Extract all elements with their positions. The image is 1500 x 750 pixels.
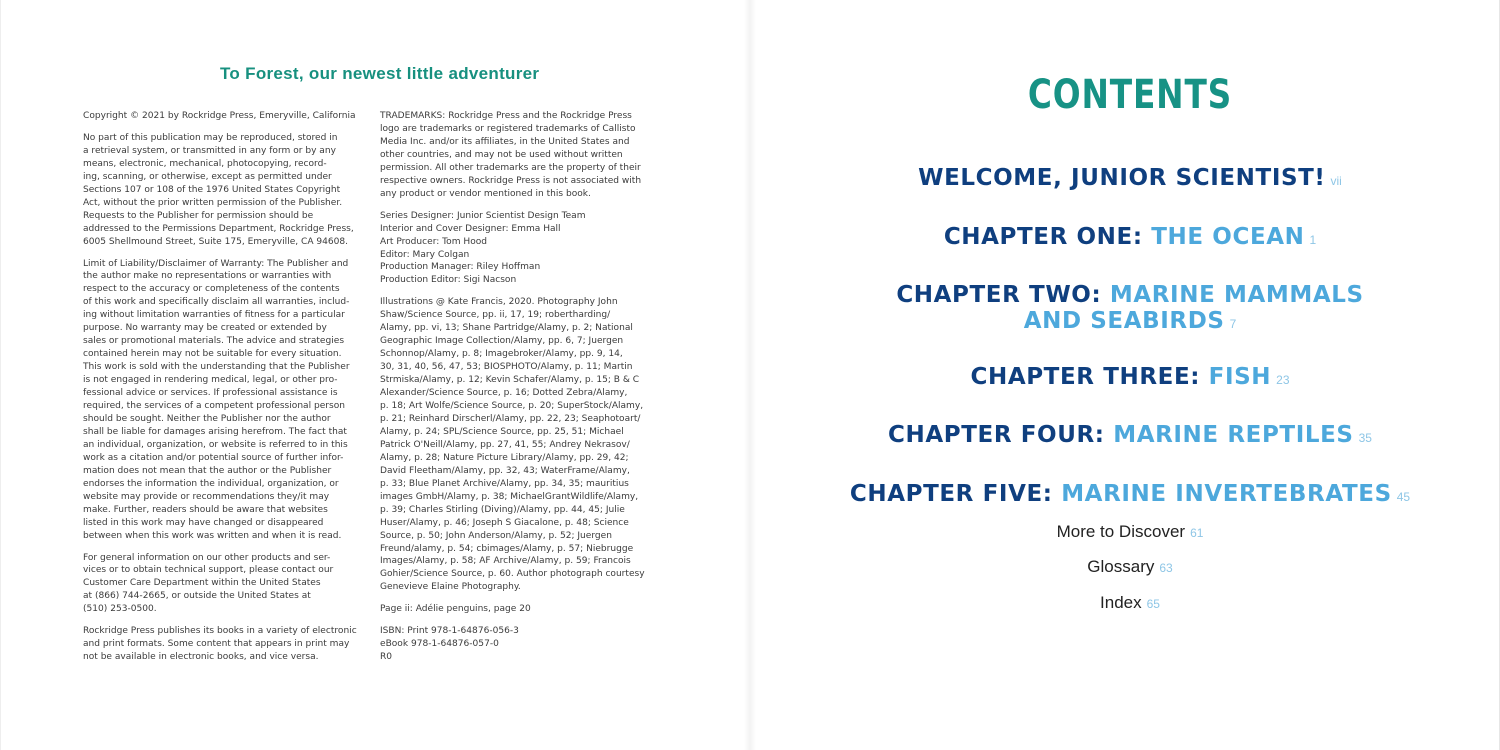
photo-credits: Illustrations @ Kate Francis, 2020. Photography John Shaw/Science Source, pp. ii, 17, 19; robertharding/ Alamy, pp. vi, 13; Shane Partridge/Alamy, p. 2; National Geographic Image Collection/Alamy, pp. 6, 7; Juergen Schonnop/Alamy, p. 8; Imagebroker/Alamy, pp. 9, 14, 30, 31, 40, 56, 47, 53; BIOSPHOTO/Alamy, p. 11; Martin Strmiska/Alamy, p. 12; Kevin Schafer/Alamy, p. 15; B & C Alexander/Science Source, p. 16; Dotted Zebra/Alamy, p. 18; Art Wolfe/Science Source, p. 20; SuperStock/Alamy, p. 21; Reinhard Dirscherl/Alamy, pp. 22, 23; Seaphotoart/ Alamy, p. 24; SPL/Science Source, pp. 25, 51; Michael Patrick O'Neill/Alamy, pp. 27, 41, 55; Andrey Nekrasov/ Alamy, p. 28; Nature Picture Library/Alamy, pp. 29, 42; David Fleetham/Alamy, pp. 32, 43; WaterFrame/Alamy, p. 33; Blue Planet Archive/Alamy, pp. 34, 35; mauritius images GmbH/Alamy, p. 38; MichaelGrantWildlife/Alamy, p. 39; Charles Stirling (Diving)/Alamy, pp. 44, 45; Julie Huser/Alamy, p. 46; Joseph S Giacalone, p. 48; Science Source, p. 50; John Anderson/Alamy, p. 52; Juergen Freund/alamy, p. 54; cbimages/Alamy, p. 57; Niebrugge Images/Alamy, p. 58; AF Archive/Alamy, p. 59; Francois Gohier/Science Source, p. 60. Author photograph courtesy Genevieve Elaine Photography. (380, 297, 645, 593)
toc-page-number: 35 (1358, 431, 1372, 445)
contents-title: CONTENTS (1027, 72, 1233, 118)
toc-page-number: 23 (1276, 373, 1290, 387)
liability-disclaimer: Limit of Liability/Disclaimer of Warranty: The Publisher and the author make no representations or warranties with respect to the accuracy or completeness of the contents of this work and specifically disclaim all warranties, includ- ing without limitation warranties of fitness for a particular purpose. No warranty may be created or extended by sales or promotional materials. The advice and strategies contained herein may not be suitable for every situation. This work is sold with the understanding that the Publisher is not engaged in rendering medical, legal, or other pro- fessional advice or services. If professional assistance is required, the services of a competent professional person should be sought. Neither the Publisher nor the author shall be liable for damages arising herefrom. The fact that an individual, organization, or website is referred to in this work as a citation and/or potential source of further infor- mation does not mean that the author or the Publisher endorses the information the individual, organization, or website may provide or recommendations they/it may make. Further, readers should be aware that websites listed in this work may have changed or disappeared between when this work was written and when it is read. (83, 258, 350, 541)
toc-entry-welcome[interactable] (780, 165, 1480, 194)
toc-entry-chapter-two[interactable] (780, 282, 1480, 337)
toc-entry-title: FISH (1208, 364, 1272, 390)
toc-entry-label: WELCOME, JUNIOR SCIENTIST! (918, 165, 1326, 191)
toc-entry-label: CHAPTER FOUR: (888, 422, 1105, 448)
isbn-block: ISBN: Print 978-1-64876-056-3 eBook 978-1-64876-057-0 R0 (380, 626, 519, 663)
toc-page-number: vii (1330, 174, 1342, 188)
customer-care-info: For general information on our other products and ser- vices or to obtain technical support, please contact our Customer Care Department within the United States at (866) 744-2665, or outside the United States at (510) 253-0500. (83, 552, 334, 615)
book-gutter (744, 0, 756, 750)
toc-entry-label: More to Discover (1056, 522, 1186, 541)
formats-notice: Rockridge Press publishes its books in a variety of electronic and print formats. Some content that appears in print may not be available in electronic books, and vice versa. (83, 626, 357, 663)
copyright-line: Copyright © 2021 by Rockridge Press, Emeryville, California (83, 111, 356, 121)
toc-entry-index[interactable] (780, 593, 1480, 613)
toc-entry-chapter-one[interactable] (780, 224, 1480, 253)
toc-entry-label: CHAPTER THREE: (970, 364, 1201, 390)
toc-entry-title-continued: AND SEABIRDS (1023, 308, 1225, 334)
toc-entry-title: THE OCEAN (1151, 224, 1305, 250)
toc-entry-label: CHAPTER ONE: (943, 224, 1143, 250)
toc-entry-title: MARINE REPTILES (1113, 422, 1354, 448)
toc-page-number: 7 (1229, 317, 1237, 331)
toc-entry-label: Glossary (1087, 557, 1155, 576)
toc-entry-chapter-three[interactable] (780, 364, 1480, 393)
reproduction-notice: No part of this publication may be reproduced, stored in a retrieval system, or transmitted in any form or by any means, electronic, mechanical, photocopying, record- ing, scanning, or otherwise, except as permitted under Sections 107 or 108 of the 1976 United States Copyright Act, without the prior written permission of the Publisher. Requests to the Publisher for permission should be addressed to the Permissions Department, Rockridge Press, 6005 Shellmound Street, Suite 175, Emeryville, CA 94608. (83, 132, 354, 247)
toc-entry-label: CHAPTER FIVE: (849, 481, 1053, 507)
frontispiece-caption: Page ii: Adélie penguins, page 20 (380, 604, 531, 615)
toc-entry-label: Index (1100, 593, 1142, 612)
page-edge-left (0, 0, 1, 750)
toc-page-number: 63 (1159, 561, 1173, 575)
toc-entry-glossary[interactable] (780, 557, 1480, 577)
toc-page-number: 61 (1190, 526, 1204, 540)
design-credits: Series Designer: Junior Scientist Design Team Interior and Cover Designer: Emma Hall Art Producer: Tom Hood Editor: Mary Colgan Production Manager: Riley Hoffman Production Editor: Sigi Nacson (380, 210, 586, 286)
toc-entry-title: MARINE INVERTEBRATES (1061, 481, 1392, 507)
toc-page-number: 1 (1309, 233, 1317, 247)
toc-page-number: 65 (1146, 597, 1160, 611)
trademarks-notice: TRADEMARKS: Rockridge Press and the Rockridge Press logo are trademarks or registered trademarks of Callisto Media Inc. and/or its affiliates, in the United States and other countries, and may not be used without written permission. All other trademarks are the property of their respective owners. Rockridge Press is not associated with any product or vendor mentioned in this book. (380, 111, 642, 199)
toc-page-number: 45 (1396, 490, 1411, 504)
toc-entry-more-to-discover[interactable] (780, 522, 1480, 542)
toc-entry-label: CHAPTER TWO: (896, 282, 1102, 308)
dedication: To Forest, our newest little adventurer (220, 64, 540, 83)
copyright-column-left (83, 110, 368, 673)
copyright-column-right (380, 110, 665, 673)
toc-entry-chapter-four[interactable] (780, 422, 1480, 451)
toc-entry-chapter-five[interactable] (780, 481, 1480, 510)
toc-entry-title: MARINE MAMMALS (1109, 282, 1364, 308)
